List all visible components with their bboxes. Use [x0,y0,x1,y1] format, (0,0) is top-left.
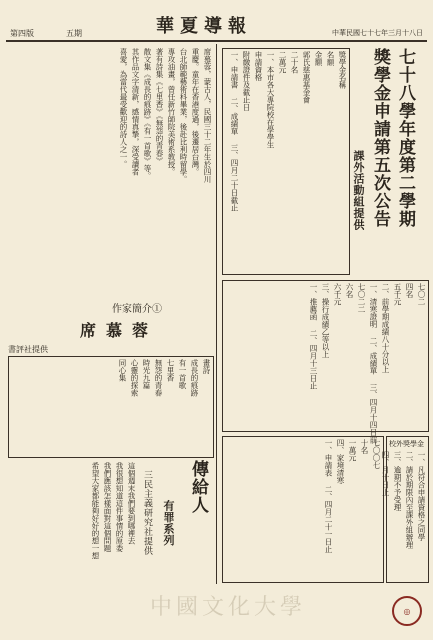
work-title: 無怨的青春 [154,359,163,397]
outside-box-item: 三、逾期不予受理 [393,451,402,511]
outside-box-item: 四、月十日止 [381,451,390,496]
article-body [8,48,212,303]
story-line: 我很想知道這件事情的原委 [115,462,124,552]
announcement-subtitle: 課外活動組提供 [352,150,365,231]
table-cell: 六名 [345,283,354,298]
table-cell: 一、申請書 二、成績單 三、四月二十日截止 [230,51,239,212]
article-line: 台北師範藝術科畢業，後赴比利時留學。 [179,48,188,183]
story-series: 有罪系列 [162,500,175,546]
table-cell: 一、本市各大專院校在學學生 [266,51,275,149]
article-line: 專攻油畫，曾任新竹師院美術系教授。 [167,48,176,176]
table-cell: 七〇二二 [357,283,366,313]
table-cell: 二十名 [290,51,299,74]
work-title: 心靈的探索 [130,359,139,397]
scholarship-table [222,48,350,275]
page-header [6,6,427,42]
table-header: 名額 [326,51,335,66]
story-line: 這個週末我們要到哪裡去 [127,462,136,545]
article-line: 喜愛，為當代最受歡迎的詩人之一。 [119,48,128,168]
outside-box-item: 一、凡符合申請資格之同學 [417,451,426,541]
announcement-title: 七十八學年度第二學期 [395,48,415,228]
article-line: 散文集《成長的痕跡》《有一首歌》等。 [143,48,152,180]
table-cell: 六千元 [333,283,342,306]
table-cell: 四名 [405,283,414,298]
table-cell: 一萬元 [348,439,357,462]
article-line: 其作品文字清新，感情真摯，深受讀者 [131,48,140,176]
announcement-title-2: 獎學金申請第五次公告 [370,48,390,228]
table-header: 附繳證件及截止日 [242,51,251,111]
masthead: 華夏導報 [156,16,252,37]
story-title: 傳給人 [188,460,208,514]
scholarship-table-row [222,436,384,583]
work-title: 成長的痕跡 [190,359,199,397]
outside-box-title: 校外獎學金 [389,440,424,448]
table-header: 申請資格 [254,51,263,81]
page-number: 第四版 [10,29,34,38]
table-cell: 二、前學期成績八十分以上 [381,283,390,373]
table-cell: 二萬元 [278,51,287,74]
library-stamp-icon: ◎ [392,596,422,626]
issue-number: 五期 [66,29,82,38]
article-line: 重慶。童年在香港度過，後遷居台灣。 [191,48,200,176]
work-title: 同心集 [118,359,127,382]
work-title: 畫詩 [202,359,211,374]
work-title: 時光九篇 [142,359,151,389]
story-line: 希望大家都能夠好好的想一想 [91,462,100,560]
story-line: 我們應該怎樣面對這個問題 [103,462,112,552]
article-line: 著有詩集《七里香》《無怨的青春》 [155,48,164,165]
article-heading: 作家簡介① [112,304,162,315]
article-provider: 書評社提供 [8,345,48,354]
publish-date: 中華民國七十七年三月十八日 [332,29,423,37]
table-cell: 七〇〇七 [372,439,381,469]
table-cell: 四、家境清寒 [336,439,345,484]
story-body [8,462,136,586]
table-cell: 一、申請表 二、四月二十一日止 [324,439,333,553]
author-name: 席慕蓉 [80,321,159,340]
table-cell: 七〇二 [417,283,426,306]
table-header: 金額 [314,51,323,66]
story-provider: 三民主義研究社提供 [142,470,152,556]
table-cell: 郭氏慈惠基金會 [302,51,311,104]
table-cell: 一、清寒證明 二、成績單 三、四月十四日前 [369,283,378,444]
table-cell: 三、操行成績乙等以上 [321,283,330,358]
work-title: 七里香 [166,359,175,382]
works-list [8,356,214,458]
outside-scholarship-box [381,436,429,583]
watermark: 中國文化大學 [150,595,307,620]
work-title: 有一首歌 [178,359,187,389]
outside-box-item: 二、請於期限內至課外組辦理 [405,451,414,549]
table-cell: 一、推薦函 二、四月十三日止 [309,283,318,390]
table-cell: 十名 [360,439,369,454]
article-line: 席慕蓉，蒙古人，民國三十二年生於四川 [203,48,212,183]
column-divider [216,44,217,584]
table-cell: 五千元 [393,283,402,306]
table-header: 獎學金名稱 [338,51,347,89]
